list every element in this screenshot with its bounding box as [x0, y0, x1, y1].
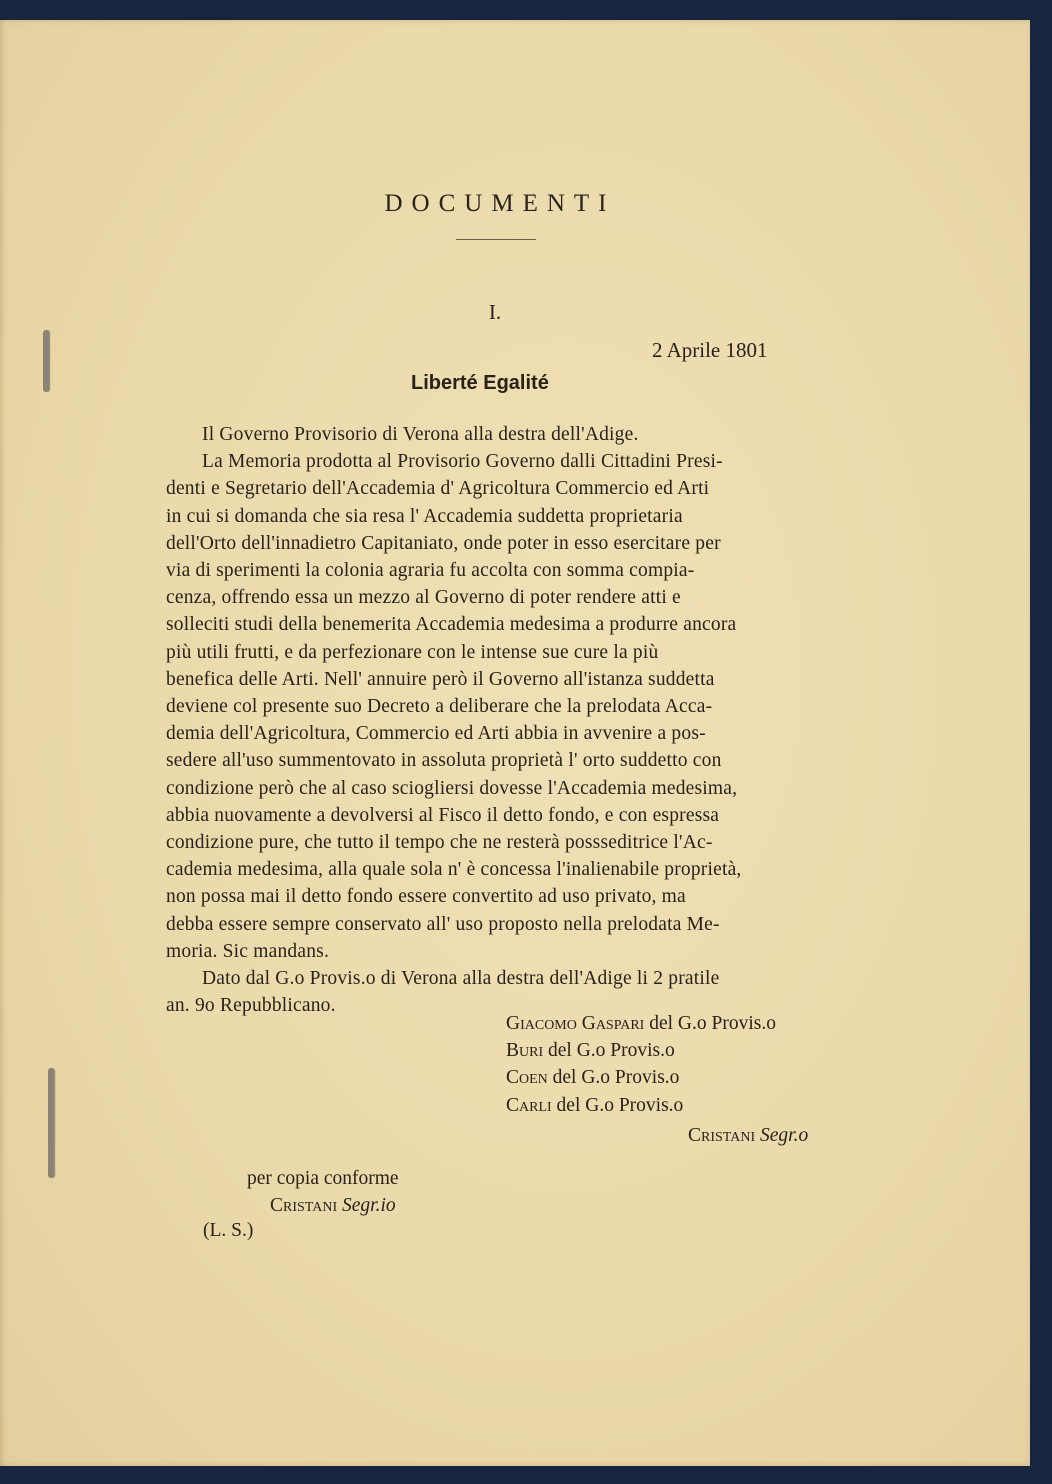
secretary-title: Segr.o — [759, 1125, 809, 1146]
text-line: denti e Segretario dell'Accademia d' Agricoltura Commercio ed Arti — [166, 478, 710, 500]
copy-signer-name: Cristani — [270, 1195, 338, 1216]
signatory-name: Coen — [506, 1067, 548, 1089]
binding-staple-top — [43, 330, 49, 392]
text-line: sedere all'uso summentovato in assoluta proprietà l' orto suddetto con — [166, 750, 722, 772]
text-line: an. 9o Repubblicano. — [166, 995, 336, 1017]
signatory-role: del G.o Provis.o — [552, 1067, 680, 1089]
secretary-name: Cristani — [688, 1125, 756, 1146]
signatories — [506, 1010, 776, 1119]
page-heading: DOCUMENTI — [384, 190, 616, 217]
text-line: non possa mai il detto fondo essere convertito ad uso privato, ma — [166, 886, 686, 908]
text-line: Dato dal G.o Provis.o di Verona alla destra dell'Adige li 2 pratile — [202, 968, 720, 990]
text-line: demia dell'Agricoltura, Commercio ed Arti abbia in avvenire a pos- — [166, 723, 706, 745]
signatory — [506, 1010, 776, 1037]
decree-text — [166, 421, 822, 1019]
signatory-name: Buri — [506, 1040, 544, 1062]
text-line: via di sperimenti la colonia agraria fu accolta con somma compia- — [166, 560, 695, 582]
signatory-role: del G.o Provis.o — [649, 1013, 776, 1034]
text-line: più utili frutti, e da perfezionare con le intense sue cure la più — [166, 641, 659, 663]
document-page — [0, 20, 1030, 1466]
signatory — [506, 1092, 776, 1119]
signatory-name: Carli — [506, 1094, 552, 1116]
signatory — [506, 1037, 776, 1064]
text-line: in cui si domanda che sia resa l' Accademia suddetta proprietaria — [166, 505, 683, 527]
binding-staple-bottom — [48, 1068, 54, 1178]
document-motto: Liberté Egalité — [411, 372, 549, 394]
text-line: cademia medesima, alla quale sola n' è concessa l'inalienabile proprietà, — [166, 859, 742, 881]
text-line: condizione pure, che tutto il tempo che ne resterà possseditrice l'Ac- — [166, 832, 713, 854]
secretary-signature — [688, 1125, 808, 1147]
signatory-role: del G.o Provis.o — [548, 1040, 675, 1062]
text-line: deviene col presente suo Decreto a deliberare che la prelodata Acca- — [166, 696, 713, 718]
text-line: moria. Sic mandans. — [166, 940, 330, 962]
signatory-name: Giacomo Gaspari — [506, 1013, 645, 1034]
seal-mark: (L. S.) — [203, 1220, 254, 1241]
text-line: condizione però che al caso sciogliersi dovesse l'Accademia medesima, — [166, 777, 738, 799]
document-numeral: I. — [488, 300, 502, 324]
text-line: solleciti studi della benemerita Accademia medesima a produrre ancora — [166, 614, 737, 636]
signatory — [506, 1064, 776, 1091]
text-line: La Memoria prodotta al Provisorio Governo dalli Cittadini Presi- — [202, 451, 723, 473]
text-line: benefica delle Arti. Nell' annuire però il Governo all'istanza suddetta — [166, 668, 715, 690]
text-line: Il Governo Provisorio di Verona alla destra dell'Adige. — [202, 424, 639, 445]
text-line: cenza, offrendo essa un mezzo al Governo di poter rendere atti e — [166, 587, 681, 609]
text-line: debba essere sempre conservato all' uso proposto nella prelodata Me- — [166, 913, 720, 935]
copy-signer-title: Segr.io — [341, 1195, 396, 1216]
text-line: abbia nuovamente a devolversi al Fisco il detto fondo, e con espressa — [166, 804, 720, 826]
heading-divider — [456, 239, 536, 240]
copy-signature — [270, 1195, 396, 1217]
document-date: 2 Aprile 1801 — [652, 338, 768, 362]
signatory-role: del G.o Provis.o — [556, 1094, 684, 1116]
text-line: dell'Orto dell'innadietro Capitaniato, onde poter in esso esercitare per — [166, 532, 721, 554]
copy-note: per copia conforme — [247, 1168, 399, 1189]
